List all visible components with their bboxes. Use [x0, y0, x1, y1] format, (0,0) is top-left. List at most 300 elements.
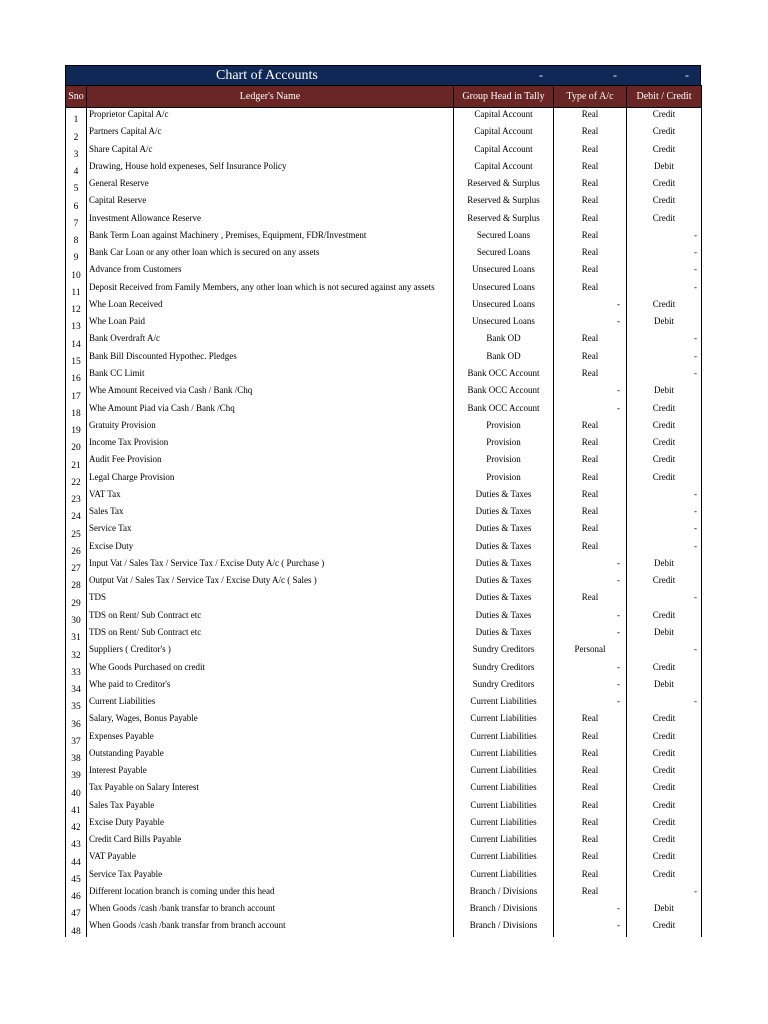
debit-credit-cell: -: [627, 332, 702, 349]
ledger-name-cell: Whe Amount Piad via Cash / Bank /Chq: [87, 402, 454, 419]
debit-credit-cell: Debit: [627, 902, 702, 919]
table-row: [66, 384, 702, 401]
ledger-name-cell: Whe paid to Creditor's: [87, 678, 454, 695]
ledger-name-cell: Audit Fee Provision: [87, 453, 454, 470]
ledger-name-cell: Salary, Wages, Bonus Payable: [87, 712, 454, 729]
sno-cell: 41: [66, 799, 87, 816]
group-head-cell: Duties & Taxes: [454, 522, 554, 539]
table-row: [66, 350, 702, 367]
table-row: [66, 747, 702, 764]
type-cell: Real: [554, 591, 627, 608]
debit-credit-cell: Credit: [627, 453, 702, 470]
type-cell: Real: [554, 850, 627, 867]
debit-credit-cell: Credit: [627, 574, 702, 591]
group-head-cell: Bank OD: [454, 350, 554, 367]
table-row: [66, 194, 702, 211]
sno-cell: 48: [66, 919, 87, 936]
sno-cell: 15: [66, 350, 87, 367]
group-head-cell: Bank OD: [454, 332, 554, 349]
debit-credit-cell: Credit: [627, 799, 702, 816]
table-row: [66, 522, 702, 539]
ledger-name-cell: Output Vat / Sales Tax / Service Tax / Excise Duty A/c ( Sales ): [87, 574, 454, 591]
table-row: [66, 229, 702, 246]
table-row: [66, 505, 702, 522]
table-body: [66, 108, 702, 937]
table-row: [66, 436, 702, 453]
table-row: [66, 695, 702, 712]
sno-cell: 34: [66, 678, 87, 695]
ledger-name-cell: Capital Reserve: [87, 194, 454, 211]
type-cell: Real: [554, 436, 627, 453]
sno-cell: 20: [66, 436, 87, 453]
debit-credit-cell: -: [627, 522, 702, 539]
debit-credit-cell: Credit: [627, 471, 702, 488]
group-head-cell: Provision: [454, 471, 554, 488]
ledger-name-cell: Credit Card Bills Payable: [87, 833, 454, 850]
ledger-name-cell: Share Capital A/c: [87, 143, 454, 160]
group-head-cell: Unsecured Loans: [454, 315, 554, 332]
table-row: [66, 263, 702, 280]
header-debit-credit: Debit / Credit: [627, 86, 702, 108]
type-cell: Real: [554, 367, 627, 384]
sno-cell: 33: [66, 661, 87, 678]
type-cell: Personal: [554, 643, 627, 660]
ledger-name-cell: Investment Allowance Reserve: [87, 212, 454, 229]
group-head-cell: Sundry Creditors: [454, 678, 554, 695]
ledger-name-cell: Excise Duty: [87, 540, 454, 557]
sno-cell: 47: [66, 902, 87, 919]
table-row: [66, 540, 702, 557]
group-head-cell: Provision: [454, 453, 554, 470]
group-head-cell: Unsecured Loans: [454, 281, 554, 298]
sno-cell: 21: [66, 453, 87, 470]
group-head-cell: Duties & Taxes: [454, 488, 554, 505]
ledger-name-cell: Sales Tax: [87, 505, 454, 522]
sno-cell: 11: [66, 281, 87, 298]
table-row: [66, 488, 702, 505]
group-head-cell: Current Liabilities: [454, 730, 554, 747]
sno-cell: 13: [66, 315, 87, 332]
group-head-cell: Duties & Taxes: [454, 505, 554, 522]
group-head-cell: Capital Account: [454, 160, 554, 177]
type-cell: -: [554, 298, 627, 315]
sno-cell: 31: [66, 626, 87, 643]
type-cell: -: [554, 661, 627, 678]
group-head-cell: Unsecured Loans: [454, 263, 554, 280]
ledger-name-cell: Bank Car Loan or any other loan which is secured on any assets: [87, 246, 454, 263]
debit-credit-cell: Credit: [627, 194, 702, 211]
debit-credit-cell: -: [627, 246, 702, 263]
debit-credit-cell: Credit: [627, 661, 702, 678]
type-cell: Real: [554, 885, 627, 902]
ledger-name-cell: Partners Capital A/c: [87, 125, 454, 142]
group-head-cell: Branch / Divisions: [454, 885, 554, 902]
debit-credit-cell: Credit: [627, 730, 702, 747]
type-cell: Real: [554, 453, 627, 470]
table-row: [66, 315, 702, 332]
group-head-cell: Secured Loans: [454, 229, 554, 246]
group-head-cell: Current Liabilities: [454, 850, 554, 867]
sno-cell: 43: [66, 833, 87, 850]
table-row: [66, 850, 702, 867]
group-head-cell: Current Liabilities: [454, 695, 554, 712]
debit-credit-cell: Credit: [627, 747, 702, 764]
ledger-name-cell: Advance from Customers: [87, 263, 454, 280]
ledger-name-cell: Suppliers ( Creditor's ): [87, 643, 454, 660]
sno-cell: 16: [66, 367, 87, 384]
ledger-name-cell: Bank CC Limit: [87, 367, 454, 384]
sno-cell: 5: [66, 177, 87, 194]
debit-credit-cell: Credit: [627, 125, 702, 142]
ledger-name-cell: Interest Payable: [87, 764, 454, 781]
table-row: [66, 609, 702, 626]
ledger-name-cell: Whe Loan Paid: [87, 315, 454, 332]
group-head-cell: Capital Account: [454, 108, 554, 126]
sno-cell: 8: [66, 229, 87, 246]
ledger-name-cell: Bank Term Loan against Machinery , Premises, Equipment, FDR/Investment: [87, 229, 454, 246]
sno-cell: 35: [66, 695, 87, 712]
debit-credit-cell: -: [627, 367, 702, 384]
table-row: [66, 419, 702, 436]
type-cell: Real: [554, 471, 627, 488]
type-cell: Real: [554, 160, 627, 177]
sno-cell: 10: [66, 263, 87, 280]
type-cell: Real: [554, 833, 627, 850]
ledger-name-cell: Deposit Received from Family Members, any other loan which is not secured against any assets: [87, 281, 454, 298]
ledger-name-cell: Different location branch is coming under this head: [87, 885, 454, 902]
ledger-name-cell: Service Tax: [87, 522, 454, 539]
debit-credit-cell: -: [627, 591, 702, 608]
type-cell: Real: [554, 522, 627, 539]
sno-cell: 32: [66, 643, 87, 660]
debit-credit-cell: Credit: [627, 177, 702, 194]
sno-cell: 7: [66, 212, 87, 229]
accounts-table: [65, 85, 702, 937]
group-head-cell: Secured Loans: [454, 246, 554, 263]
sno-cell: 17: [66, 384, 87, 401]
ledger-name-cell: Input Vat / Sales Tax / Service Tax / Excise Duty A/c ( Purchase ): [87, 557, 454, 574]
table-row: [66, 332, 702, 349]
table-row: [66, 298, 702, 315]
debit-credit-cell: -: [627, 263, 702, 280]
ledger-name-cell: VAT Tax: [87, 488, 454, 505]
group-head-cell: Sundry Creditors: [454, 661, 554, 678]
table-row: [66, 471, 702, 488]
debit-credit-cell: -: [627, 229, 702, 246]
debit-credit-cell: Credit: [627, 108, 702, 126]
table-row: [66, 574, 702, 591]
group-head-cell: Capital Account: [454, 143, 554, 160]
group-head-cell: Current Liabilities: [454, 816, 554, 833]
debit-credit-cell: Credit: [627, 609, 702, 626]
type-cell: Real: [554, 730, 627, 747]
group-head-cell: Current Liabilities: [454, 747, 554, 764]
group-head-cell: Current Liabilities: [454, 799, 554, 816]
group-head-cell: Reserved & Surplus: [454, 212, 554, 229]
type-cell: -: [554, 574, 627, 591]
sno-cell: 38: [66, 747, 87, 764]
type-cell: Real: [554, 194, 627, 211]
table-row: [66, 160, 702, 177]
table-row: [66, 833, 702, 850]
debit-credit-cell: Credit: [627, 712, 702, 729]
type-cell: Real: [554, 177, 627, 194]
group-head-cell: Current Liabilities: [454, 712, 554, 729]
ledger-name-cell: Legal Charge Provision: [87, 471, 454, 488]
group-head-cell: Current Liabilities: [454, 833, 554, 850]
type-cell: Real: [554, 816, 627, 833]
ledger-name-cell: Service Tax Payable: [87, 868, 454, 885]
sno-cell: 45: [66, 868, 87, 885]
group-head-cell: Current Liabilities: [454, 868, 554, 885]
table-row: [66, 125, 702, 142]
sno-cell: 14: [66, 332, 87, 349]
sno-cell: 18: [66, 402, 87, 419]
ledger-name-cell: When Goods /cash /bank transfar to branch account: [87, 902, 454, 919]
spreadsheet: [65, 65, 701, 937]
type-cell: Real: [554, 764, 627, 781]
group-head-cell: Duties & Taxes: [454, 540, 554, 557]
type-cell: Real: [554, 505, 627, 522]
table-row: [66, 367, 702, 384]
ledger-name-cell: Income Tax Provision: [87, 436, 454, 453]
type-cell: Real: [554, 108, 627, 126]
group-head-cell: Current Liabilities: [454, 764, 554, 781]
group-head-cell: Branch / Divisions: [454, 919, 554, 936]
debit-credit-cell: Credit: [627, 419, 702, 436]
type-cell: -: [554, 919, 627, 936]
debit-credit-cell: Credit: [627, 816, 702, 833]
group-head-cell: Duties & Taxes: [454, 557, 554, 574]
table-row: [66, 177, 702, 194]
debit-credit-cell: Debit: [627, 384, 702, 401]
ledger-name-cell: Expenses Payable: [87, 730, 454, 747]
type-cell: -: [554, 902, 627, 919]
type-cell: -: [554, 626, 627, 643]
sno-cell: 24: [66, 505, 87, 522]
sno-cell: 23: [66, 488, 87, 505]
type-cell: Real: [554, 212, 627, 229]
sno-cell: 19: [66, 419, 87, 436]
debit-credit-cell: Credit: [627, 212, 702, 229]
group-head-cell: Duties & Taxes: [454, 574, 554, 591]
table-row: [66, 402, 702, 419]
type-cell: Real: [554, 246, 627, 263]
type-cell: Real: [554, 781, 627, 798]
group-head-cell: Current Liabilities: [454, 781, 554, 798]
group-head-cell: Duties & Taxes: [454, 609, 554, 626]
type-cell: Real: [554, 125, 627, 142]
table-row: [66, 591, 702, 608]
sno-cell: 39: [66, 764, 87, 781]
ledger-name-cell: Outstanding Payable: [87, 747, 454, 764]
sno-cell: 25: [66, 522, 87, 539]
sno-cell: 46: [66, 885, 87, 902]
ledger-name-cell: When Goods /cash /bank transfar from branch account: [87, 919, 454, 936]
sno-cell: 6: [66, 194, 87, 211]
header-type: Type of A/c: [554, 86, 627, 108]
group-head-cell: Reserved & Surplus: [454, 177, 554, 194]
sno-cell: 44: [66, 850, 87, 867]
group-head-cell: Provision: [454, 436, 554, 453]
debit-credit-cell: Credit: [627, 402, 702, 419]
debit-credit-cell: -: [627, 540, 702, 557]
sno-cell: 2: [66, 125, 87, 142]
debit-credit-cell: Debit: [627, 678, 702, 695]
type-cell: Real: [554, 488, 627, 505]
type-cell: Real: [554, 419, 627, 436]
ledger-name-cell: Whe Goods Purchased on credit: [87, 661, 454, 678]
group-head-cell: Duties & Taxes: [454, 626, 554, 643]
title-dash-2: -: [613, 68, 617, 82]
type-cell: -: [554, 402, 627, 419]
ledger-name-cell: TDS on Rent/ Sub Contract etc: [87, 609, 454, 626]
type-cell: -: [554, 557, 627, 574]
header-group-head: Group Head in Tally: [454, 86, 554, 108]
debit-credit-cell: -: [627, 885, 702, 902]
sno-cell: 42: [66, 816, 87, 833]
group-head-cell: Sundry Creditors: [454, 643, 554, 660]
ledger-name-cell: Sales Tax Payable: [87, 799, 454, 816]
table-row: [66, 730, 702, 747]
type-cell: Real: [554, 540, 627, 557]
group-head-cell: Branch / Divisions: [454, 902, 554, 919]
sno-cell: 36: [66, 712, 87, 729]
table-row: [66, 626, 702, 643]
debit-credit-cell: -: [627, 488, 702, 505]
group-head-cell: Duties & Taxes: [454, 591, 554, 608]
debit-credit-cell: -: [627, 350, 702, 367]
type-cell: -: [554, 678, 627, 695]
sno-cell: 26: [66, 540, 87, 557]
debit-credit-cell: Debit: [627, 557, 702, 574]
type-cell: -: [554, 384, 627, 401]
sno-cell: 30: [66, 609, 87, 626]
sno-cell: 4: [66, 160, 87, 177]
table-row: [66, 143, 702, 160]
ledger-name-cell: Whe Loan Received: [87, 298, 454, 315]
ledger-name-cell: Whe Amount Received via Cash / Bank /Chq: [87, 384, 454, 401]
table-row: [66, 557, 702, 574]
debit-credit-cell: Debit: [627, 160, 702, 177]
header-ledger-name: Ledger's Name: [87, 86, 454, 108]
type-cell: Real: [554, 332, 627, 349]
table-row: [66, 919, 702, 936]
sheet-title: Chart of Accounts: [216, 68, 318, 83]
table-row: [66, 678, 702, 695]
table-row: [66, 885, 702, 902]
table-row: [66, 799, 702, 816]
table-row: [66, 902, 702, 919]
type-cell: Real: [554, 143, 627, 160]
group-head-cell: Unsecured Loans: [454, 298, 554, 315]
table-row: [66, 281, 702, 298]
sno-cell: 9: [66, 246, 87, 263]
ledger-name-cell: Proprietor Capital A/c: [87, 108, 454, 126]
sno-cell: 22: [66, 471, 87, 488]
debit-credit-cell: Credit: [627, 850, 702, 867]
sno-cell: 29: [66, 591, 87, 608]
table-row: [66, 661, 702, 678]
type-cell: Real: [554, 229, 627, 246]
sno-cell: 28: [66, 574, 87, 591]
ledger-name-cell: General Reserve: [87, 177, 454, 194]
table-row: [66, 816, 702, 833]
ledger-name-cell: Bank Overdraft A/c: [87, 332, 454, 349]
debit-credit-cell: Credit: [627, 781, 702, 798]
type-cell: Real: [554, 747, 627, 764]
type-cell: Real: [554, 263, 627, 280]
debit-credit-cell: -: [627, 505, 702, 522]
group-head-cell: Bank OCC Account: [454, 367, 554, 384]
ledger-name-cell: Drawing, House hold expeneses, Self Insurance Policy: [87, 160, 454, 177]
ledger-name-cell: VAT Payable: [87, 850, 454, 867]
sno-cell: 40: [66, 781, 87, 798]
type-cell: -: [554, 695, 627, 712]
debit-credit-cell: Debit: [627, 626, 702, 643]
debit-credit-cell: Credit: [627, 868, 702, 885]
table-row: [66, 781, 702, 798]
group-head-cell: Bank OCC Account: [454, 402, 554, 419]
type-cell: Real: [554, 281, 627, 298]
debit-credit-cell: -: [627, 643, 702, 660]
group-head-cell: Provision: [454, 419, 554, 436]
table-row: [66, 212, 702, 229]
table-row: [66, 453, 702, 470]
table-row: [66, 643, 702, 660]
header-row: [66, 86, 702, 108]
sno-cell: 1: [66, 108, 87, 126]
ledger-name-cell: Gratuity Provision: [87, 419, 454, 436]
ledger-name-cell: TDS on Rent/ Sub Contract etc: [87, 626, 454, 643]
type-cell: -: [554, 609, 627, 626]
type-cell: Real: [554, 799, 627, 816]
group-head-cell: Bank OCC Account: [454, 384, 554, 401]
group-head-cell: Capital Account: [454, 125, 554, 142]
debit-credit-cell: Debit: [627, 315, 702, 332]
debit-credit-cell: Credit: [627, 833, 702, 850]
table-row: [66, 868, 702, 885]
debit-credit-cell: Credit: [627, 143, 702, 160]
sno-cell: 37: [66, 730, 87, 747]
debit-credit-cell: -: [627, 695, 702, 712]
group-head-cell: Reserved & Surplus: [454, 194, 554, 211]
debit-credit-cell: Credit: [627, 436, 702, 453]
table-row: [66, 712, 702, 729]
table-row: [66, 764, 702, 781]
title-dash-3: -: [685, 68, 689, 82]
ledger-name-cell: TDS: [87, 591, 454, 608]
ledger-name-cell: Bank Bill Discounted Hypothec. Pledges: [87, 350, 454, 367]
header-sno: Sno: [66, 86, 87, 108]
ledger-name-cell: Tax Payable on Salary Interest: [87, 781, 454, 798]
debit-credit-cell: Credit: [627, 764, 702, 781]
type-cell: Real: [554, 712, 627, 729]
type-cell: Real: [554, 868, 627, 885]
debit-credit-cell: Credit: [627, 298, 702, 315]
ledger-name-cell: Excise Duty Payable: [87, 816, 454, 833]
sno-cell: 27: [66, 557, 87, 574]
type-cell: -: [554, 315, 627, 332]
ledger-name-cell: Current Liabilities: [87, 695, 454, 712]
table-row: [66, 246, 702, 263]
type-cell: Real: [554, 350, 627, 367]
table-row: [66, 108, 702, 126]
title-dash-1: -: [539, 68, 543, 82]
title-bar: [65, 65, 701, 85]
sno-cell: 12: [66, 298, 87, 315]
debit-credit-cell: -: [627, 281, 702, 298]
